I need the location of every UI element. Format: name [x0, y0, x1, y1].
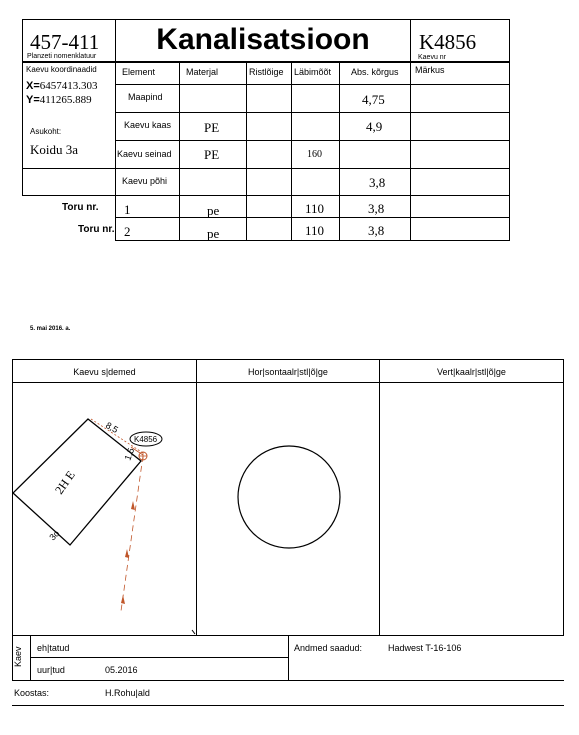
- pipe-material: pe: [207, 203, 220, 218]
- nomenclature-caption: Planzeti nomenklatuur: [27, 53, 97, 60]
- row-element: Kaevu kaas: [124, 120, 172, 130]
- horizontal-section: [197, 383, 379, 635]
- col2-title: Hor|sontaalr|stl|õ|ge: [248, 367, 328, 377]
- col-header-diameter: Läbimõõt: [294, 67, 332, 77]
- pipe-arrow-icon: [125, 549, 129, 558]
- sketch-well-label: K4856: [134, 435, 158, 444]
- col3-title: Vert|kaalr|stl|õ|ge: [437, 367, 506, 377]
- pipe-material: pe: [207, 226, 220, 241]
- nomenclature-number: 457-411: [30, 30, 100, 54]
- col-header-height: Abs. kõrgus: [351, 67, 399, 77]
- row-element: Kaevu seinad: [117, 149, 172, 159]
- footer-row2-label: uur|tud: [37, 665, 65, 675]
- coord-x-value: 6457413.303: [39, 80, 98, 92]
- footer-row1-label: eh|tatud: [37, 643, 70, 653]
- pipe-arrow-icon: [131, 501, 135, 510]
- building-outline: [13, 419, 141, 545]
- col-header-section: Ristlõige: [249, 67, 284, 77]
- sketch-dim-side: 1,5: [122, 446, 137, 462]
- coord-x: [26, 80, 98, 92]
- coord-y-value: 411265.889: [39, 94, 92, 106]
- well-circle: [238, 446, 340, 548]
- row-material: PE: [204, 147, 220, 162]
- row-element: Maapind: [128, 92, 163, 102]
- col-header-element: Element: [122, 67, 156, 77]
- pipe-label: Toru nr.: [78, 224, 115, 235]
- pipe-height: 3,8: [368, 201, 385, 216]
- coord-x-label: X=: [26, 80, 40, 92]
- sketch-building-label: 2H E: [51, 468, 78, 497]
- col-header-remark: Märkus: [415, 65, 445, 75]
- well-id-caption: Kaevu nr: [418, 54, 447, 61]
- coord-y-label: Y=: [26, 94, 40, 106]
- row-material: PE: [204, 120, 220, 135]
- footer-data-value: Hadwest T-16-106: [388, 643, 462, 653]
- sketch-dim-top: 8,5: [104, 420, 120, 435]
- footer-row2-value: 05.2016: [105, 665, 138, 675]
- row-height: 3,8: [369, 175, 386, 190]
- pipe-no: 2: [124, 224, 131, 239]
- pipe-label: Toru nr.: [62, 202, 99, 213]
- pipe-diameter: 110: [305, 201, 325, 216]
- row-height: 4,75: [362, 92, 385, 107]
- pipe-arrow-icon: [121, 595, 125, 604]
- footer-author-value: H.Rohu|ald: [105, 688, 150, 698]
- footer-data-label: Andmed saadud:: [294, 643, 363, 653]
- col-header-material: Materjal: [186, 67, 219, 77]
- date-note: 5. mai 2016. a.: [30, 326, 71, 332]
- well-id: K4856: [419, 30, 477, 54]
- coord-y: [26, 94, 92, 106]
- footer-side-label: Kaev: [13, 646, 23, 667]
- pipe-diameter: 110: [305, 223, 325, 238]
- site-sketch: [13, 383, 196, 635]
- sketch-corner: 3o: [47, 528, 62, 543]
- coords-caption: Kaevu koordinaadid: [26, 65, 97, 74]
- pipe-height: 3,8: [368, 223, 385, 238]
- page-title: Kanalisatsioon: [156, 23, 370, 56]
- pipe-no: 1: [124, 202, 131, 217]
- pipe-line: [121, 456, 143, 611]
- row-element: Kaevu põhi: [122, 176, 168, 186]
- col1-title: Kaevu s|demed: [73, 367, 136, 377]
- row-diameter: 160: [307, 149, 322, 160]
- location-value: Koidu 3a: [30, 142, 79, 157]
- row-height: 4,9: [366, 119, 383, 134]
- footer-author-label: Koostas:: [14, 688, 50, 698]
- location-caption: Asukoht:: [30, 127, 62, 136]
